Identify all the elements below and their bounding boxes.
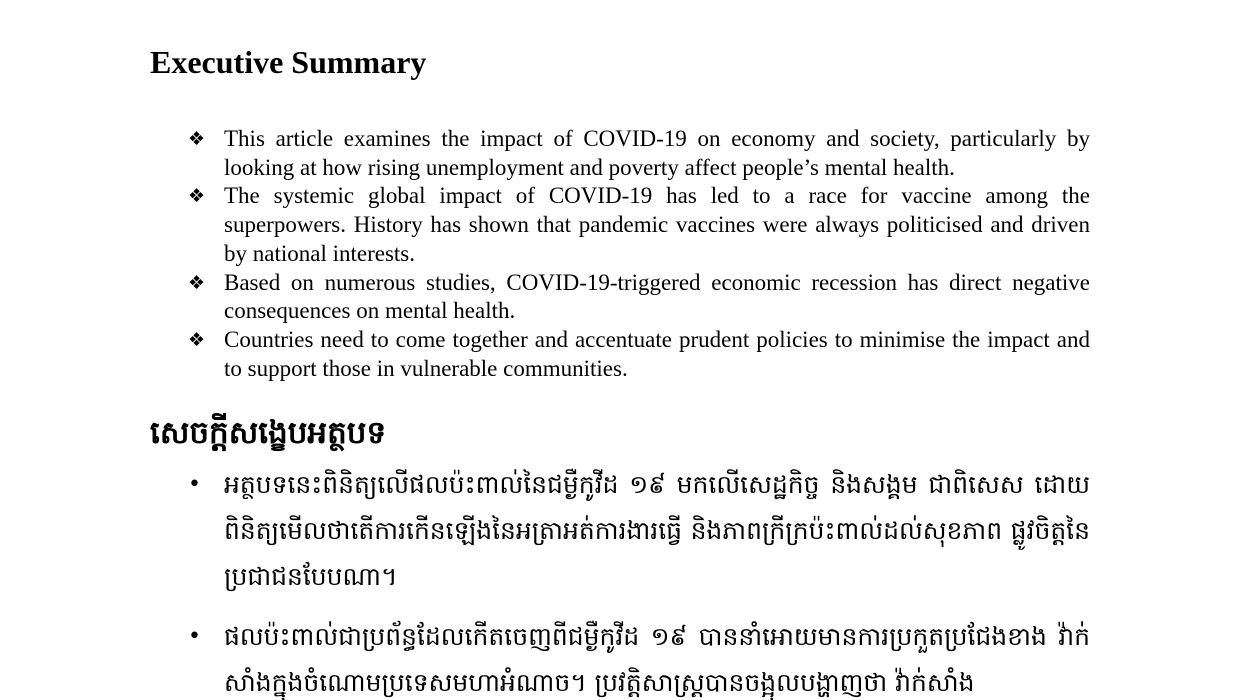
english-summary-item <box>188 182 1090 268</box>
khmer-summary-item <box>188 462 1090 600</box>
diamond-bullet-icon: ❖ <box>188 185 206 208</box>
english-summary-item <box>188 269 1090 326</box>
executive-summary-heading: Executive Summary <box>150 44 427 80</box>
english-summary-text: Countries need to come together and accentuate prudent policies to minimise the impact and to support those in vulnerable communities. <box>224 326 1090 381</box>
english-summary-text: Based on numerous studies, COVID-19-triggered economic recession has direct negative consequences on mental health. <box>224 269 1090 324</box>
khmer-summary-heading: សេចក្តីសង្ខេបអត្ថបទ <box>150 415 387 451</box>
english-summary-list <box>188 125 1090 383</box>
khmer-summary-text: ផលប៉ះពាល់ជាប្រព័ន្ធដែលកើតចេញពីជម្ងឺកូវីដ ១៩ បាននាំអោយមានការប្រកួតប្រជែងខាង វ៉ាក់សាំងក្នុងចំណោមប្រទេសមហាអំណាច។ ប្រវត្តិសាស្ត្របានចង្អុលបង្ហាញថា វ៉ាក់សាំង <box>224 622 1090 697</box>
diamond-bullet-icon: ❖ <box>188 271 206 294</box>
khmer-summary-list <box>188 462 1090 700</box>
english-summary-item <box>188 326 1090 383</box>
diamond-bullet-icon: ❖ <box>188 128 206 150</box>
english-summary-text: This article examines the impact of COVID-19 on economy and society, particularly by looking at how rising unemployment and poverty affect people’s mental health. <box>224 126 1090 180</box>
diamond-bullet-icon: ❖ <box>188 328 206 351</box>
khmer-summary-item <box>188 614 1090 700</box>
dot-bullet-icon: • <box>188 624 201 649</box>
english-summary-text: The systemic global impact of COVID-19 has led to a race for vaccine among the superpowers. History has shown that pandemic vaccines were always politicised and driven by national interests. <box>224 183 1090 266</box>
dot-bullet-icon: • <box>188 472 201 497</box>
khmer-summary-text: អត្ថបទនេះពិនិត្យលើផលប៉ះពាល់នៃជម្ងឺកូវីដ ១៩ មកលើសេដ្ឋកិច្ច និងសង្គម ជាពិសេស ដោយពិនិត្យមើលថាតើការកើនឡើងនៃអត្រាអត់ការងារធ្វើ និងភាពក្រីក្រប៉ះពាល់ដល់សុខភាព ផ្លូវចិត្តនៃប្រជាជនបែបណា។ <box>224 470 1090 591</box>
english-summary-item <box>188 125 1090 182</box>
